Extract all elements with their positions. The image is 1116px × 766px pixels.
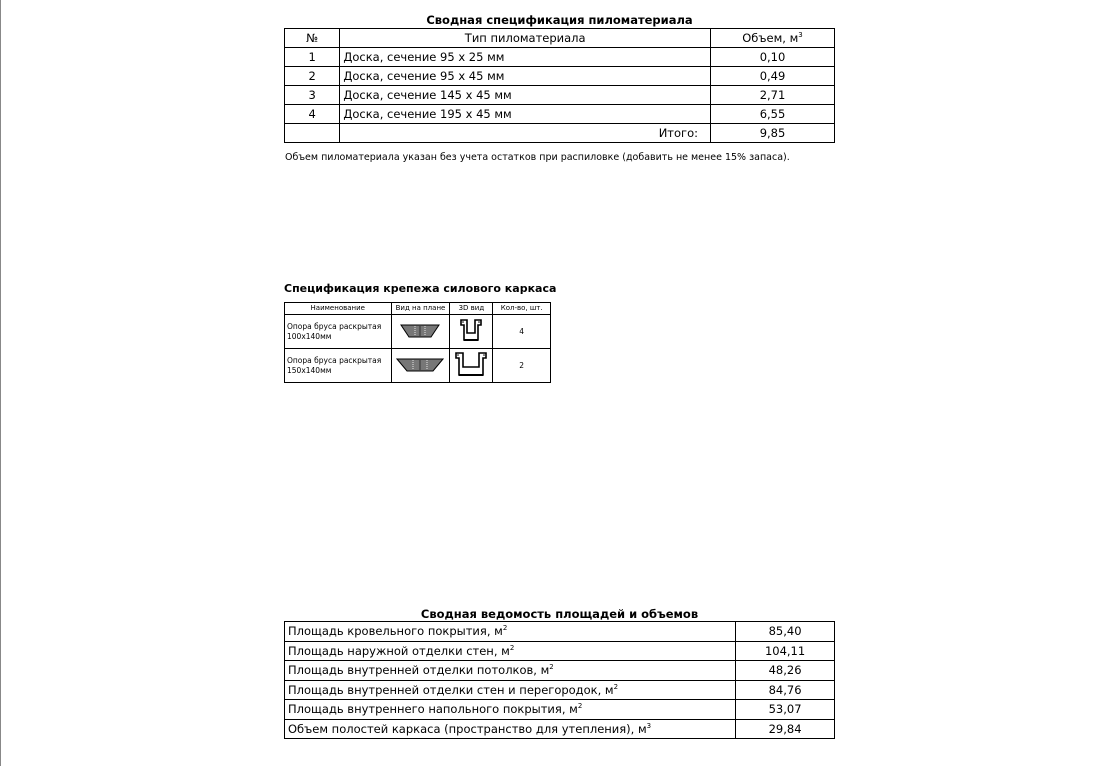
area-label: Площадь внутренней отделки стен и перегородок, $м^2$ — [285, 680, 736, 700]
row-volume: 2,71 — [710, 86, 834, 105]
fastener-qty: 2 — [493, 349, 551, 383]
joist-hanger-3d-icon — [450, 349, 493, 383]
total-value: 9,85 — [710, 124, 834, 143]
table-row — [285, 315, 551, 349]
area-label: Площадь внутренней отделки потолков, $м^2$ — [285, 661, 736, 681]
table-row — [285, 622, 835, 642]
area-label: Объем полостей каркаса (пространство для утепления), $м^3$ — [285, 719, 736, 739]
area-value: 84,76 — [736, 680, 835, 700]
areas-title: Сводная ведомость площадей и объемов — [420, 607, 699, 621]
joist-hanger-plan-icon — [391, 315, 450, 349]
header-num: № — [285, 29, 340, 48]
row-volume: 0,49 — [710, 67, 834, 86]
fastener-name: Опора бруса раскрытая 100х140мм — [285, 315, 392, 349]
total-row — [285, 124, 835, 143]
row-num: 3 — [285, 86, 340, 105]
row-type: Доска, сечение 95 х 25 мм — [340, 48, 711, 67]
area-value: 29,84 — [736, 719, 835, 739]
table-row — [285, 680, 835, 700]
area-value: 53,07 — [736, 700, 835, 720]
header-name: Наименование — [285, 303, 392, 315]
areas-table — [284, 621, 835, 739]
fastener-name: Опора бруса раскрытая 150х140мм — [285, 349, 392, 383]
table-row — [285, 661, 835, 681]
lumber-note: Объем пиломатериала указан без учета остатков при распиловке (добавить не менее 15% запаса). — [285, 152, 790, 163]
table-row — [285, 48, 835, 67]
table-row — [285, 67, 835, 86]
lumber-table — [284, 28, 835, 143]
row-type: Доска, сечение 95 х 45 мм — [340, 67, 711, 86]
total-empty-cell — [285, 124, 340, 143]
row-type: Доска, сечение 195 х 45 мм — [340, 105, 711, 124]
joist-hanger-3d-icon — [450, 315, 493, 349]
row-volume: 6,55 — [710, 105, 834, 124]
page-left-border — [0, 0, 1, 766]
table-row — [285, 86, 835, 105]
fastener-qty: 4 — [493, 315, 551, 349]
area-value: 104,11 — [736, 641, 835, 661]
fasteners-header-row — [285, 303, 551, 315]
row-num: 1 — [285, 48, 340, 67]
area-label: Площадь внутреннего напольного покрытия, $м^2$ — [285, 700, 736, 720]
table-row — [285, 349, 551, 383]
area-value: 85,40 — [736, 622, 835, 642]
header-type: Тип пиломатериала — [340, 29, 711, 48]
fasteners-table — [284, 302, 551, 383]
lumber-title: Сводная спецификация пиломатериала — [426, 13, 693, 27]
row-volume: 0,10 — [710, 48, 834, 67]
header-volume: Объем, $м^3$ — [710, 29, 834, 48]
table-row — [285, 700, 835, 720]
row-num: 4 — [285, 105, 340, 124]
lumber-header-row — [285, 29, 835, 48]
total-label: Итого: — [340, 124, 711, 143]
table-row — [285, 641, 835, 661]
area-label: Площадь кровельного покрытия, $м^2$ — [285, 622, 736, 642]
header-3d: 3D вид — [450, 303, 493, 315]
fasteners-title: Спецификация крепежа силового каркаса — [284, 282, 557, 295]
table-row — [285, 719, 835, 739]
joist-hanger-plan-icon — [391, 349, 450, 383]
area-label: Площадь наружной отделки стен, $м^2$ — [285, 641, 736, 661]
area-value: 48,26 — [736, 661, 835, 681]
header-qty: Кол-во, шт. — [493, 303, 551, 315]
row-num: 2 — [285, 67, 340, 86]
row-type: Доска, сечение 145 х 45 мм — [340, 86, 711, 105]
header-plan: Вид на плане — [391, 303, 450, 315]
table-row — [285, 105, 835, 124]
